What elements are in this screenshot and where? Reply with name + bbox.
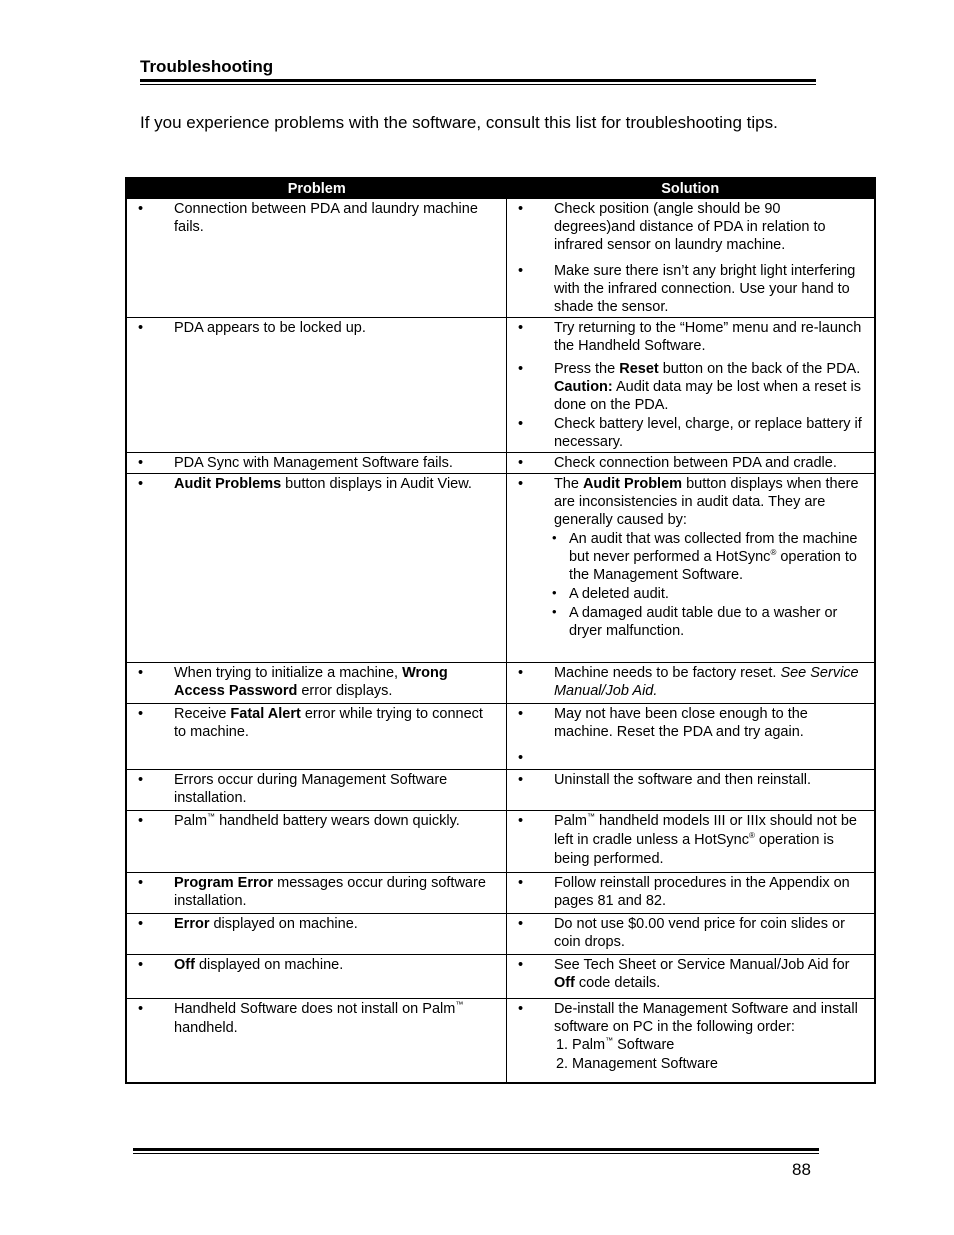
problem-cell — [126, 955, 506, 999]
bullet: • — [517, 916, 524, 932]
bullet: • — [517, 1001, 524, 1017]
solution-text: Machine needs to be factory reset. See Service Manual/Job Aid. — [553, 665, 859, 699]
solution-cell — [506, 873, 875, 914]
table-row — [126, 955, 875, 999]
table-row — [126, 873, 875, 914]
page-number: 88 — [792, 1160, 811, 1179]
problem-cell — [126, 453, 506, 474]
footer-rule — [133, 1148, 819, 1151]
problem-text: Errors occur during Management Software installation. — [174, 772, 448, 806]
table-row — [126, 999, 875, 1083]
bullet: • — [517, 361, 524, 377]
problem-text: PDA Sync with Management Software fails. — [174, 455, 453, 471]
bullet: • — [138, 455, 144, 471]
solution-text: De-install the Management Software and install software on PC in the following order: — [553, 1001, 858, 1035]
problem-text: Program Error messages occur during software installation. — [174, 875, 486, 909]
bullet: • — [138, 813, 144, 829]
bullet: • — [138, 706, 144, 722]
bullet: • — [517, 750, 524, 766]
sub-bullet: • — [551, 585, 557, 600]
problem-cell — [126, 704, 506, 770]
solution-text — [554, 750, 558, 766]
problem-column-header: Problem — [126, 178, 506, 199]
table-row — [126, 770, 875, 811]
table-row — [126, 914, 875, 955]
table-row — [126, 474, 875, 663]
sub-bullet: • — [551, 530, 557, 545]
bullet: • — [138, 320, 144, 336]
problem-text: Off displayed on machine. — [174, 957, 344, 973]
solution-text: May not have been close enough to the machine. Reset the PDA and try again. — [553, 706, 808, 740]
bullet: • — [138, 476, 144, 492]
bullet: • — [138, 201, 144, 217]
table-row — [126, 453, 875, 474]
problem-text: Audit Problems button displays in Audit View. — [174, 476, 472, 492]
solution-column-header: Solution — [506, 178, 875, 199]
solution-cell — [506, 770, 875, 811]
problem-text: Handheld Software does not install on Palm™ handheld. — [174, 1000, 464, 1036]
problem-text: Connection between PDA and laundry machine fails. — [174, 201, 478, 235]
bullet: • — [517, 957, 524, 973]
bullet: • — [517, 706, 524, 722]
bullet: • — [138, 875, 144, 891]
sub-item: • An audit that was collected from the machine but never performed a HotSync® operation to the Management Software. — [551, 530, 858, 583]
sub-item: • A damaged audit table due to a washer or dryer malfunction. — [551, 604, 838, 639]
page-title: Troubleshooting — [140, 57, 274, 76]
table-row — [126, 704, 875, 770]
solution-text: Palm™ handheld models III or IIIx should not be left in cradle unless a HotSync® operation is being performed. — [553, 812, 857, 867]
solution-text: See Tech Sheet or Service Manual/Job Aid for Off code details. — [553, 957, 850, 991]
solution-text: Do not use $0.00 vend price for coin slides or coin drops. — [553, 916, 845, 950]
problem-cell — [126, 318, 506, 453]
solution-cell — [506, 663, 875, 704]
problem-cell — [126, 811, 506, 873]
problem-cell — [126, 914, 506, 955]
solution-text: Check battery level, charge, or replace battery if necessary. — [553, 416, 862, 450]
header-rule — [140, 79, 816, 82]
problem-cell — [126, 999, 506, 1083]
solution-text: Check position (angle should be 90 degrees)and distance of PDA in relation to infrared sensor on laundry machine. — [553, 201, 826, 253]
problem-text: Receive Fatal Alert error while trying to connect to machine. — [174, 706, 483, 740]
solution-text: Check connection between PDA and cradle. — [553, 455, 837, 471]
solution-cell — [506, 955, 875, 999]
bullet: • — [138, 957, 144, 973]
numbered-step: 1. Palm™ Software — [555, 1036, 675, 1053]
solution-text: Make sure there isn’t any bright light interfering with the infrared connection. Use your hand to shade the sensor. — [553, 263, 856, 315]
bullet: • — [517, 813, 524, 829]
solution-cell — [506, 474, 875, 663]
solution-text: Press the Reset button on the back of the PDA. Caution: Audit data may be lost when a reset is done on the PDA. — [553, 361, 861, 413]
bullet: • — [517, 201, 524, 217]
solution-cell — [506, 453, 875, 474]
troubleshooting-table — [125, 177, 876, 1084]
bullet: • — [517, 772, 524, 788]
solution-text: Follow reinstall procedures in the Appendix on pages 81 and 82. — [553, 875, 850, 909]
bullet: • — [517, 875, 524, 891]
table-row — [126, 318, 875, 453]
bullet: • — [517, 665, 524, 681]
bullet: • — [517, 263, 524, 279]
header-rule-thin — [140, 84, 816, 85]
problem-cell — [126, 663, 506, 704]
sub-bullet: • — [551, 604, 557, 619]
problem-cell — [126, 873, 506, 914]
solution-cell — [506, 704, 875, 770]
problem-cell — [126, 474, 506, 663]
problem-cell — [126, 199, 506, 318]
solution-cell — [506, 914, 875, 955]
table-header-row — [126, 178, 875, 199]
solution-cell — [506, 811, 875, 873]
bullet: • — [138, 1001, 144, 1017]
bullet: • — [517, 455, 524, 471]
table-row — [126, 199, 875, 318]
solution-cell — [506, 318, 875, 453]
bullet: • — [517, 476, 524, 492]
intro-paragraph: If you experience problems with the software, consult this list for troubleshooting tips. — [140, 113, 778, 132]
table-row — [126, 811, 875, 873]
problem-cell — [126, 770, 506, 811]
problem-text: Error displayed on machine. — [174, 916, 358, 932]
problem-text: When trying to initialize a machine, Wrong Access Password error displays. — [174, 665, 448, 699]
bullet: • — [517, 416, 524, 432]
solution-text: Uninstall the software and then reinstall. — [553, 772, 812, 788]
numbered-step: 2. Management Software — [555, 1056, 718, 1072]
bullet: • — [138, 665, 144, 681]
sub-item: • A deleted audit. — [551, 585, 669, 602]
problem-text: Palm™ handheld battery wears down quickly. — [174, 812, 460, 829]
bullet: • — [138, 772, 144, 788]
bullet: • — [138, 916, 144, 932]
solution-cell — [506, 999, 875, 1083]
solution-text: Try returning to the “Home” menu and re-launch the Handheld Software. — [553, 320, 862, 354]
bullet: • — [517, 320, 524, 336]
problem-text: PDA appears to be locked up. — [174, 320, 366, 336]
footer-rule-thin — [133, 1153, 819, 1154]
table-row — [126, 663, 875, 704]
solution-cell — [506, 199, 875, 318]
solution-text: The Audit Problem button displays when there are inconsistencies in audit data. They are generally caused by: — [553, 476, 859, 528]
